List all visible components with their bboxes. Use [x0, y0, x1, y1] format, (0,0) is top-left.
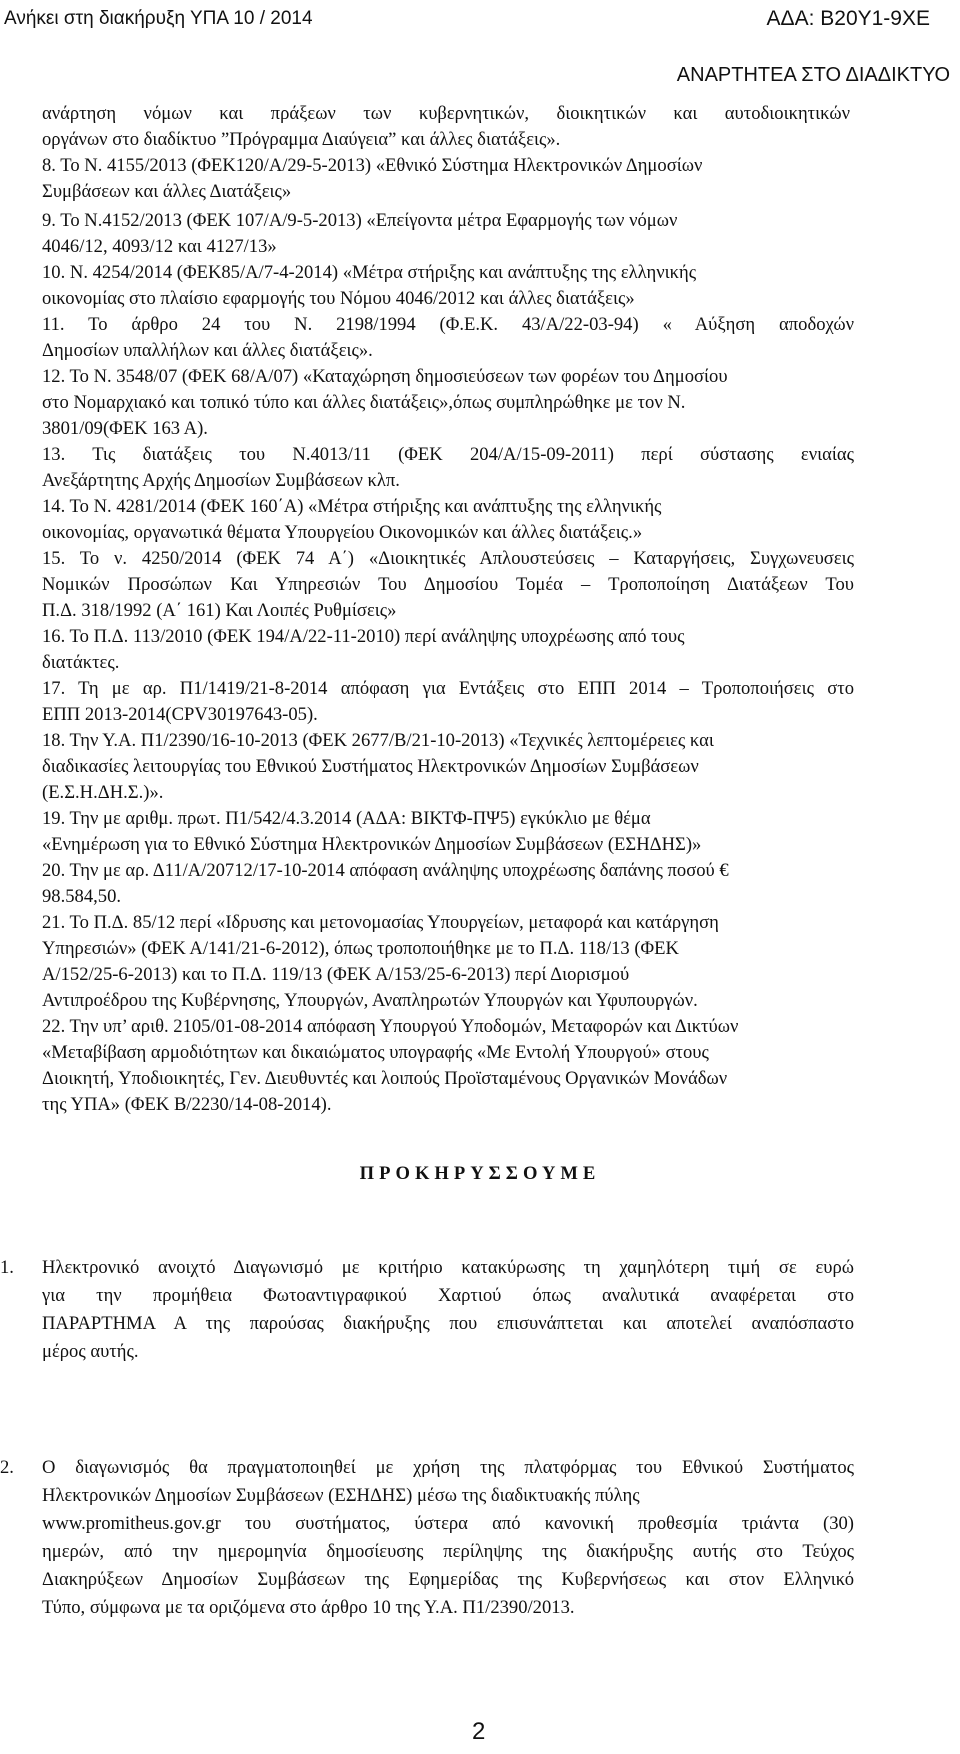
section-title: ΠΡΟΚΗΡΥΣΣΟΥΜΕ [359, 1163, 601, 1184]
header-document-reference: Ανήκει στη διακήρυξη ΥΠΑ 10 / 2014 [4, 8, 313, 29]
text-line: Διοικητή, Υποδιοικητές, Γεν. Διευθυντές και λοιπούς Προϊσταμένους Οργανικών Μονάδων [42, 1068, 728, 1089]
text-line: 15. Το ν. 4250/2014 (ΦΕΚ 74 Α΄) «Διοικητικές Απλουστεύσεις – Καταργήσεις, Συγχωνευσεις [42, 548, 854, 569]
header-ada-code: ΑΔΑ: Β20Υ1-9ΧΕ [766, 7, 930, 30]
page-number: 2 [472, 1718, 486, 1745]
text-line: 9. Το Ν.4152/2013 (ΦΕΚ 107/Α/9-5-2013) «Επείγοντα μέτρα Εφαρμογής των νόμων [42, 210, 678, 231]
item-line: για την προμήθεια Φωτοαντιγραφικού Χαρτιού όπως αναλυτικά αναφέρεται στο [42, 1285, 854, 1306]
text-line: 8. Το Ν. 4155/2013 (ΦΕΚ120/Α/29-5-2013) «Εθνικό Σύστημα Ηλεκτρονικών Δημοσίων [42, 155, 703, 176]
text-line: 17. Τη με αρ. Π1/1419/21-8-2014 απόφαση για Εντάξεις στο ΕΠΠ 2014 – Τροποποιήσεις στο [42, 678, 854, 699]
item-line: μέρος αυτής. [42, 1341, 139, 1362]
item-line: Ο διαγωνισμός θα πραγματοποιηθεί με χρήση της πλατφόρμας του Εθνικού Συστήματος [42, 1457, 854, 1478]
item-line: Ηλεκτρονικό ανοιχτό Διαγωνισμό με κριτήριο κατακύρωσης τη χαμηλότερη τιμή σε ευρώ [42, 1257, 854, 1278]
item-line: Διακηρύξεων Δημοσίων Συμβάσεων της Εφημερίδας της Κυβερνήσεως και στον Ελληνικό [42, 1569, 854, 1590]
text-line: 16. Το Π.Δ. 113/2010 (ΦΕΚ 194/Α/22-11-2010) περί ανάληψης υποχρέωσης από τους [42, 626, 685, 647]
item-line: Ηλεκτρονικών Δημοσίων Συμβάσεων (ΕΣΗΔΗΣ) μέσω της διαδικτυακής πύλης [42, 1485, 640, 1506]
text-line: Υπηρεσιών» (ΦΕΚ Α/141/21-6-2012), όπως τροποποιήθηκε με το Π.Δ. 118/13 (ΦΕΚ [42, 938, 679, 959]
text-line: 10. Ν. 4254/2014 (ΦΕΚ85/Α/7-4-2014) «Μέτρα στήριξης και ανάπτυξης της ελληνικής [42, 262, 697, 283]
text-line: 18. Την Υ.Α. Π1/2390/16-10-2013 (ΦΕΚ 2677/Β/21-10-2013) «Τεχνικές λεπτομέρειες και [42, 730, 714, 751]
text-line: ΕΠΠ 2013-2014(CPV30197643-05). [42, 704, 318, 725]
text-line: Ανεξάρτητης Αρχής Δημοσίων Συμβάσεων κλπ. [42, 470, 400, 491]
text-line: 21. Το Π.Δ. 85/12 περί «Ιδρυσης και μετονομασίας Υπουργείων, μεταφορά και κατάργηση [42, 912, 719, 933]
text-line: 19. Την με αριθμ. πρωτ. Π1/542/4.3.2014 (ΑΔΑ: ΒΙΚΤΦ-ΠΨ5) εγκύκλιο με θέμα [42, 808, 651, 829]
text-line: 14. Το Ν. 4281/2014 (ΦΕΚ 160΄Α) «Μέτρα στήριξης και ανάπτυξης της ελληνικής [42, 496, 662, 517]
text-line: 98.584,50. [42, 886, 122, 907]
item-number: 1. [0, 1257, 14, 1278]
text-line: 4046/12, 4093/12 και 4127/13» [42, 236, 277, 257]
text-line: ανάρτηση νόμων και πράξεων των κυβερνητικών, διοικητικών και αυτοδιοικητικών [42, 103, 850, 124]
item-line: www.promitheus.gov.gr του συστήματος, ύστερα από κανονική προθεσμία τριάντα (30) [42, 1513, 854, 1534]
text-line: διαδικασίες λειτουργίας του Εθνικού Συστήματος Ηλεκτρονικών Δημοσίων Συμβάσεων [42, 756, 699, 777]
text-line: 22. Την υπ’ αριθ. 2105/01-08-2014 απόφαση Υπουργού Υποδομών, Μεταφορών και Δικτύων [42, 1016, 739, 1037]
header-posting-notice: ΑΝΑΡΤΗΤΕΑ ΣΤΟ ΔΙΑΔΙΚΤΥΟ [676, 64, 950, 86]
text-line: οικονομίας, οργανωτικά θέματα Υπουργείου Οικονομικών και άλλες διατάξεις.» [42, 522, 643, 543]
text-line: «Ενημέρωση για το Εθνικό Σύστημα Ηλεκτρονικών Δημοσίων Συμβάσεων (ΕΣΗΔΗΣ)» [42, 834, 702, 855]
text-line: Α/152/25-6-2013) και το Π.Δ. 119/13 (ΦΕΚ Α/153/25-6-2013) περί Διορισμού [42, 964, 630, 985]
item-number: 2. [0, 1457, 14, 1478]
item-line: ΠΑΡΑΡΤΗΜΑ Α της παρούσας διακήρυξης που επισυνάπτεται και αποτελεί αναπόσπαστο [42, 1313, 854, 1334]
text-line: 13. Τις διατάξεις του Ν.4013/11 (ΦΕΚ 204/Α/15-09-2011) περί σύστασης ενιαίας [42, 444, 854, 465]
text-line: διατάκτες. [42, 652, 120, 673]
text-line: 20. Την με αρ. Δ11/Α/20712/17-10-2014 απόφαση ανάληψης υποχρέωσης δαπάνης ποσού € [42, 860, 729, 881]
text-line: Συμβάσεων και άλλες Διατάξεις» [42, 181, 292, 202]
text-line: 12. Το Ν. 3548/07 (ΦΕΚ 68/Α/07) «Καταχώρηση δημοσιεύσεων των φορέων του Δημοσίου [42, 366, 728, 387]
text-line: Νομικών Προσώπων Και Υπηρεσιών Του Δημοσίου Τομέα – Τροποποίηση Διατάξεων Του [42, 574, 854, 595]
text-line: 11. Το άρθρο 24 του Ν. 2198/1994 (Φ.Ε.Κ. 43/Α/22-03-94) « Αύξηση αποδοχών [42, 314, 854, 335]
text-line: «Μεταβίβαση αρμοδιότητων και δικαιώματος υπογραφής «Με Εντολή Υπουργού» στους [42, 1042, 709, 1063]
text-line: της ΥΠΑ» (ΦΕΚ Β/2230/14-08-2014). [42, 1094, 332, 1115]
text-line: στο Νομαρχιακό και τοπικό τύπο και άλλες διατάξεις»,όπως συμπληρώθηκε με τον Ν. [42, 392, 686, 413]
text-line: 3801/09(ΦΕΚ 163 Α). [42, 418, 208, 439]
text-line: οικονομίας στο πλαίσιο εφαρμογής του Νόμου 4046/2012 και άλλες διατάξεις» [42, 288, 635, 309]
text-line: Π.Δ. 318/1992 (Α΄ 161) Και Λοιπές Ρυθμίσεις» [42, 600, 397, 621]
item-line: Τύπο, σύμφωνα με τα οριζόμενα στο άρθρο 10 της Υ.Α. Π1/2390/2013. [42, 1597, 575, 1618]
text-line: Δημοσίων υπαλλήλων και άλλες διατάξεις». [42, 340, 373, 361]
text-line: οργάνων στο διαδίκτυο ”Πρόγραμμα Διαύγεια” και άλλες διατάξεις». [42, 129, 561, 150]
text-line: Αντιπροέδρου της Κυβέρνησης, Υπουργών, Αναπληρωτών Υπουργών και Υφυπουργών. [42, 990, 698, 1011]
text-line: (Ε.Σ.Η.ΔΗ.Σ.)». [42, 782, 164, 803]
item-line: ημερών, από την ημερομηνία δημοσίευσης περίληψης της διακήρυξης αυτής στο Τεύχος [42, 1541, 854, 1562]
